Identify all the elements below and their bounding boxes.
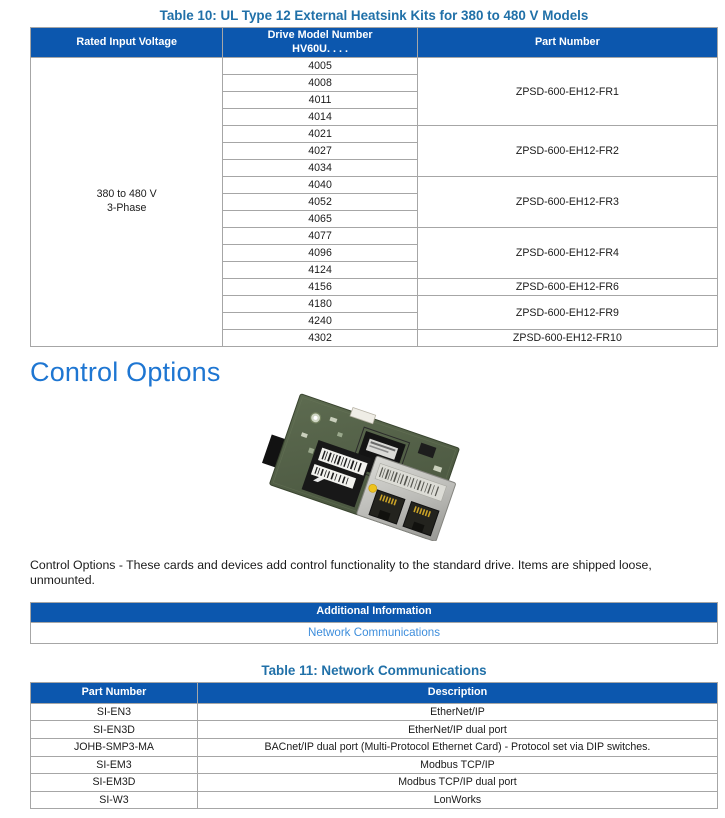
drive-model-cell: 4302 — [223, 330, 417, 347]
drive-model-cell: 4156 — [223, 279, 417, 296]
part-number-cell: ZPSD-600-EH12-FR10 — [417, 330, 717, 347]
drive-model-cell: 4240 — [223, 313, 417, 330]
drive-model-cell: 4034 — [223, 160, 417, 177]
drive-model-cell: 4052 — [223, 194, 417, 211]
description-cell: BACnet/IP dual port (Multi-Protocol Ethernet Card) - Protocol set via DIP switches. — [197, 738, 717, 756]
table11 — [30, 682, 718, 810]
drive-model-cell: 4021 — [223, 126, 417, 143]
drive-model-cell: 4011 — [223, 92, 417, 109]
description-cell: LonWorks — [197, 791, 717, 809]
table10-header-model-line2: HV60U. . . . — [292, 42, 348, 55]
table10-header-row — [31, 28, 718, 58]
part-number-cell: ZPSD-600-EH12-FR2 — [417, 126, 717, 177]
table11-row — [31, 738, 718, 756]
part-number-cell: JOHB-SMP3-MA — [31, 738, 198, 756]
table10-header-model-line1: Drive Model Number — [267, 29, 373, 42]
part-number-cell: ZPSD-600-EH12-FR6 — [417, 279, 717, 296]
part-number-cell: ZPSD-600-EH12-FR3 — [417, 177, 717, 228]
part-number-cell: ZPSD-600-EH12-FR9 — [417, 296, 717, 330]
section-description: Control Options - These cards and devices add control functionality to the standard drive. Items are shipped loose, unmounted. — [30, 558, 652, 588]
table11-header-description: Description — [197, 682, 717, 703]
part-number-cell: SI-EN3 — [31, 703, 198, 721]
table11-header-part: Part Number — [31, 682, 198, 703]
part-number-cell: ZPSD-600-EH12-FR1 — [417, 58, 717, 126]
additional-info-header-row — [31, 602, 718, 622]
description-cell: EtherNet/IP — [197, 703, 717, 721]
table11-row — [31, 774, 718, 792]
table11-row — [31, 721, 718, 739]
table10-header-voltage: Rated Input Voltage — [31, 28, 223, 58]
table10-caption: Table 10: UL Type 12 External Heatsink Kits for 380 to 480 V Models — [159, 8, 589, 23]
table11-row — [31, 756, 718, 774]
table10-row — [31, 58, 718, 75]
control-card-figure — [0, 390, 725, 542]
network-communications-link[interactable]: Network Communications — [307, 626, 441, 640]
table11-row — [31, 791, 718, 809]
drive-model-cell: 4180 — [223, 296, 417, 313]
part-number-cell: SI-EM3D — [31, 774, 198, 792]
drive-model-cell: 4124 — [223, 262, 417, 279]
part-number-cell: SI-W3 — [31, 791, 198, 809]
additional-info-header: Additional Information — [31, 602, 718, 622]
section-heading-control-options: Control Options — [30, 357, 221, 387]
part-number-cell: SI-EN3D — [31, 721, 198, 739]
drive-model-cell: 4005 — [223, 58, 417, 75]
drive-model-cell: 4077 — [223, 228, 417, 245]
additional-info-link-row — [31, 622, 718, 643]
rated-input-voltage-cell: 380 to 480 V 3-Phase — [31, 58, 223, 347]
description-cell: Modbus TCP/IP — [197, 756, 717, 774]
drive-model-cell: 4008 — [223, 75, 417, 92]
table10-header-part: Part Number — [417, 28, 717, 58]
drive-model-cell: 4065 — [223, 211, 417, 228]
drive-model-cell: 4096 — [223, 245, 417, 262]
part-number-cell: ZPSD-600-EH12-FR4 — [417, 228, 717, 279]
table10-header-model — [223, 28, 417, 58]
network-communication-option-card-photo — [260, 391, 465, 541]
part-number-cell: SI-EM3 — [31, 756, 198, 774]
drive-model-cell: 4027 — [223, 143, 417, 160]
drive-model-cell: 4040 — [223, 177, 417, 194]
additional-info-table — [30, 602, 718, 644]
table11-row — [31, 703, 718, 721]
description-cell: Modbus TCP/IP dual port — [197, 774, 717, 792]
table11-caption: Table 11: Network Communications — [261, 662, 487, 678]
drive-model-cell: 4014 — [223, 109, 417, 126]
table11-header-row — [31, 682, 718, 703]
description-cell: EtherNet/IP dual port — [197, 721, 717, 739]
additional-info-link-cell — [31, 622, 718, 643]
table10 — [30, 27, 718, 347]
